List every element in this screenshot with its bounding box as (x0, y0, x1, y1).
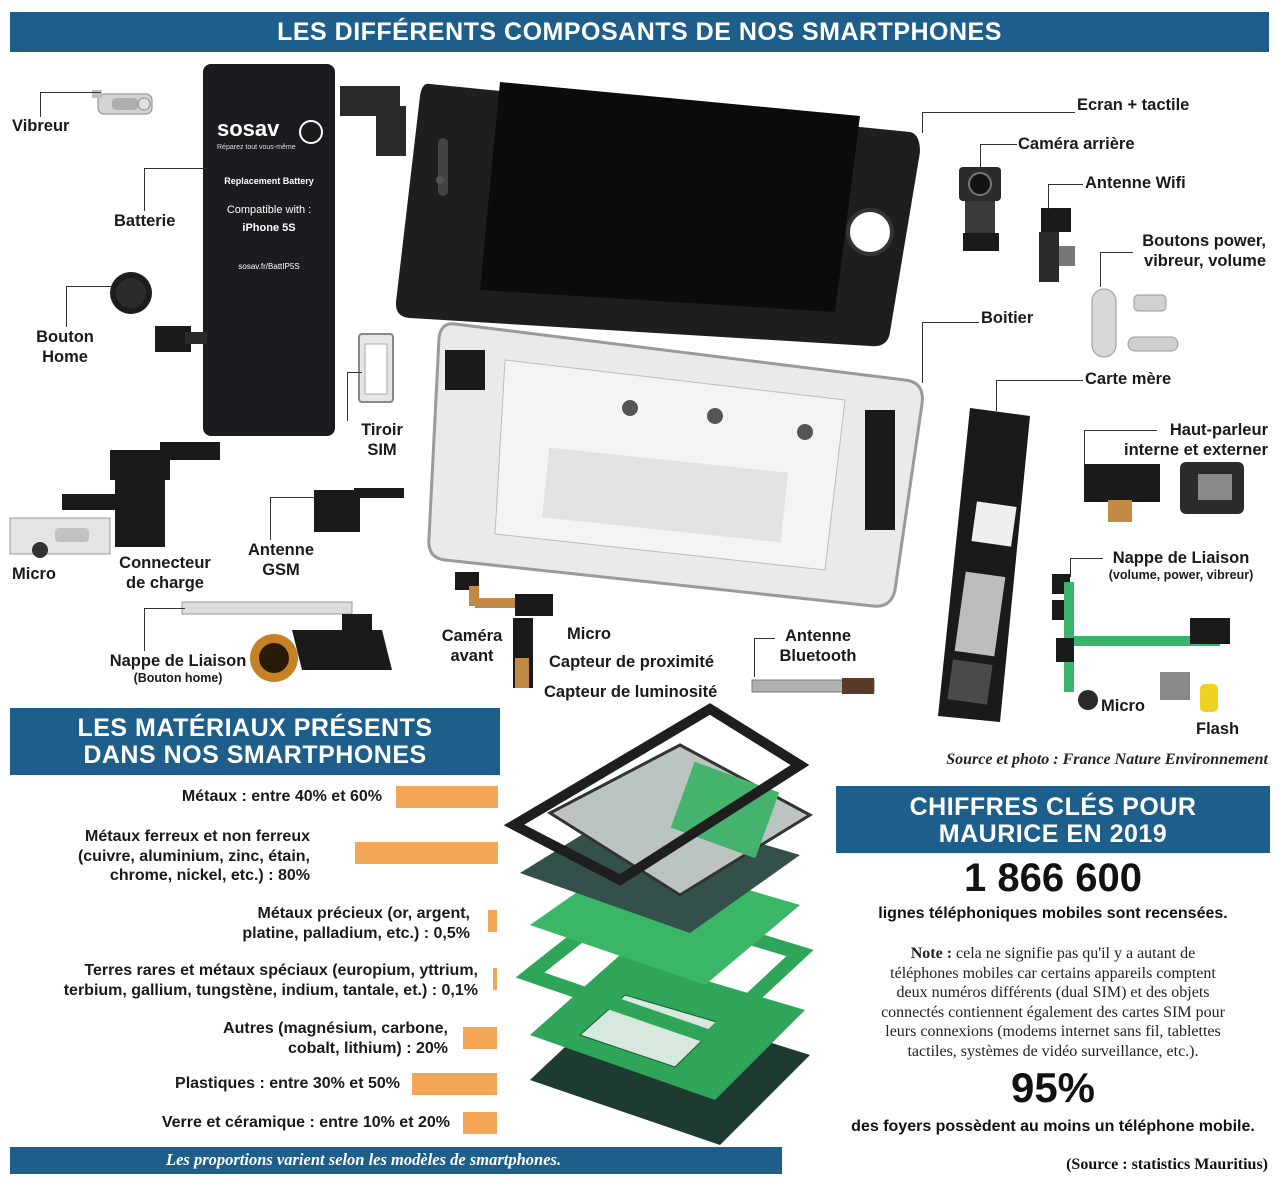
label-camera-arriere: Caméra arrière (1018, 135, 1135, 153)
battery-model: iPhone 5S (242, 222, 296, 234)
battery-ref: sosav.fr/BattIP5S (238, 262, 300, 271)
households-pct: 95% (1010, 1064, 1096, 1111)
leader-boutons (1100, 252, 1133, 287)
material-plastiques: Plastiques : entre 30% et 50% (175, 1075, 400, 1092)
key-figures-banner: CHIFFRES CLÉS POUR MAURICE EN 2019 (836, 786, 1270, 853)
battery-compat: Compatible with : (226, 204, 312, 216)
battery-flex-image (155, 322, 207, 356)
material-bar (463, 1027, 497, 1049)
leader-antenne-gsm (270, 497, 315, 540)
leader-camera-arriere (980, 144, 1017, 167)
label-boutons: Boutons power, vibreur, volume (1142, 232, 1266, 270)
lines-caption: lignes téléphoniques mobiles sont recensées. (878, 905, 1228, 922)
leader-ecran (922, 112, 1075, 133)
lines-number: 1 866 600 (964, 856, 1142, 900)
leader-vibreur (40, 92, 101, 117)
label-capteur-luminosite: Capteur de luminosité (544, 683, 718, 701)
material-bar (412, 1073, 497, 1095)
note-block: Note : cela ne signifie pas qu'il y a autant de téléphones mobiles car certains appareils comptent deux numéros différents (dual SIM) et des objets connectés contiennent également des cartes SIM pour leurs connexions (modems internet sans fil, tablettes tactiles, systèmes de vidéo surveillance, etc.). (881, 945, 1225, 1060)
bluetooth-antenna-image (752, 676, 877, 698)
material-bar (396, 786, 498, 808)
buttons-image (1088, 285, 1180, 360)
top-banner-title: LES DIFFÉRENTS COMPOSANTS DE NOS SMARTPHONES (277, 18, 1002, 46)
material-autres: Autres (magnésium, carbone, cobalt, lithium) : 20% (223, 1020, 448, 1057)
gsm-antenna-image (310, 480, 405, 536)
material-bar (463, 1112, 497, 1134)
leader-antenne-wifi (1048, 184, 1083, 209)
note-label: Note : (910, 945, 953, 962)
label-micro-left: Micro (12, 565, 57, 583)
battery-image (203, 64, 335, 436)
leader-antenne-bluetooth (754, 638, 775, 677)
leader-carte-mere (996, 380, 1083, 411)
motherboard-image (930, 404, 1040, 729)
materials-banner: LES MATÉRIAUX PRÉSENTS DANS NOS SMARTPHONES (10, 708, 500, 775)
label-micro-right: Micro (1101, 697, 1146, 715)
key-figures-source: (Source : statistics Mauritius) (1066, 1156, 1268, 1173)
label-camera-avant: Caméra avant (441, 627, 503, 665)
materials-footnote-bar (10, 1147, 782, 1174)
label-connecteur: Connecteur de charge (119, 554, 211, 592)
label-bouton-home: Bouton Home (36, 328, 94, 366)
material-terres-rares: Terres rares et métaux spéciaux (europium, yttrium, terbium, gallium, tungstène, indium, tantale, et.) : 0,1% (63, 962, 478, 999)
home-button-image (108, 270, 154, 316)
battery-brand-logo-icon (299, 120, 323, 144)
label-haut-parleur: Haut-parleur interne et externer (1124, 421, 1268, 459)
label-antenne-wifi: Antenne Wifi (1085, 174, 1186, 192)
material-ferreux: Métaux ferreux et non ferreux (cuivre, aluminium, zinc, étain, chrome, nickel, etc.) : 80% (77, 828, 310, 884)
rear-camera-image (955, 165, 1005, 255)
label-capteur-proximite: Capteur de proximité (549, 653, 715, 671)
label-boitier: Boitier (981, 309, 1034, 327)
material-bar (355, 842, 498, 864)
phone-layers-illustration (510, 705, 820, 1150)
label-carte-mere: Carte mère (1085, 370, 1172, 388)
speakers-image (1080, 460, 1250, 530)
label-tiroir-sim: Tiroir SIM (361, 421, 403, 459)
battery-product: Replacement Battery (224, 176, 314, 186)
vibrator-image (92, 80, 162, 130)
source-photo: Source et photo : France Nature Environnement (946, 751, 1268, 768)
leader-batterie (144, 168, 207, 211)
leader-bouton-home (66, 286, 111, 327)
screen-image (340, 62, 920, 352)
leader-boitier (922, 322, 979, 383)
leader-nappe-volume (1070, 558, 1103, 577)
battery-tagline: Réparez tout vous-même (217, 144, 296, 151)
leader-tiroir-sim (347, 372, 362, 421)
material-precieux: Métaux précieux (or, argent, platine, palladium, etc.) : 0,5% (242, 905, 470, 942)
material-bar (488, 910, 497, 932)
leader-nappe-home (144, 608, 185, 651)
materials-list (20, 780, 500, 1145)
households-caption: des foyers possèdent au moins un téléphone mobile. (851, 1118, 1255, 1135)
material-bar (493, 968, 497, 990)
leader-haut-parleur (1084, 430, 1157, 465)
material-verre: Verre et céramique : entre 10% et 20% (161, 1114, 450, 1131)
material-metaux: Métaux : entre 40% et 60% (181, 788, 382, 805)
top-banner (10, 12, 1269, 52)
label-ecran: Ecran + tactile (1077, 96, 1190, 114)
volume-flex-image (1050, 572, 1250, 722)
label-batterie: Batterie (114, 212, 176, 230)
charging-connector-image (10, 432, 215, 560)
label-nappe-home: Nappe de Liaison (Bouton home) (109, 652, 247, 685)
materials-footnote: Les proportions varient selon les modèles de smartphones. (166, 1150, 562, 1169)
label-antenne-bluetooth: Antenne Bluetooth (779, 627, 857, 665)
label-vibreur: Vibreur (12, 117, 70, 135)
housing-image (425, 320, 935, 610)
label-nappe-volume: Nappe de Liaison (volume, power, vibreur) (1108, 549, 1254, 582)
label-flash: Flash (1196, 720, 1240, 738)
label-antenne-gsm: Antenne GSM (248, 541, 314, 579)
battery-brand: sosav (217, 116, 280, 141)
label-micro-center: Micro (567, 625, 612, 643)
wifi-antenna-image (1035, 206, 1079, 288)
